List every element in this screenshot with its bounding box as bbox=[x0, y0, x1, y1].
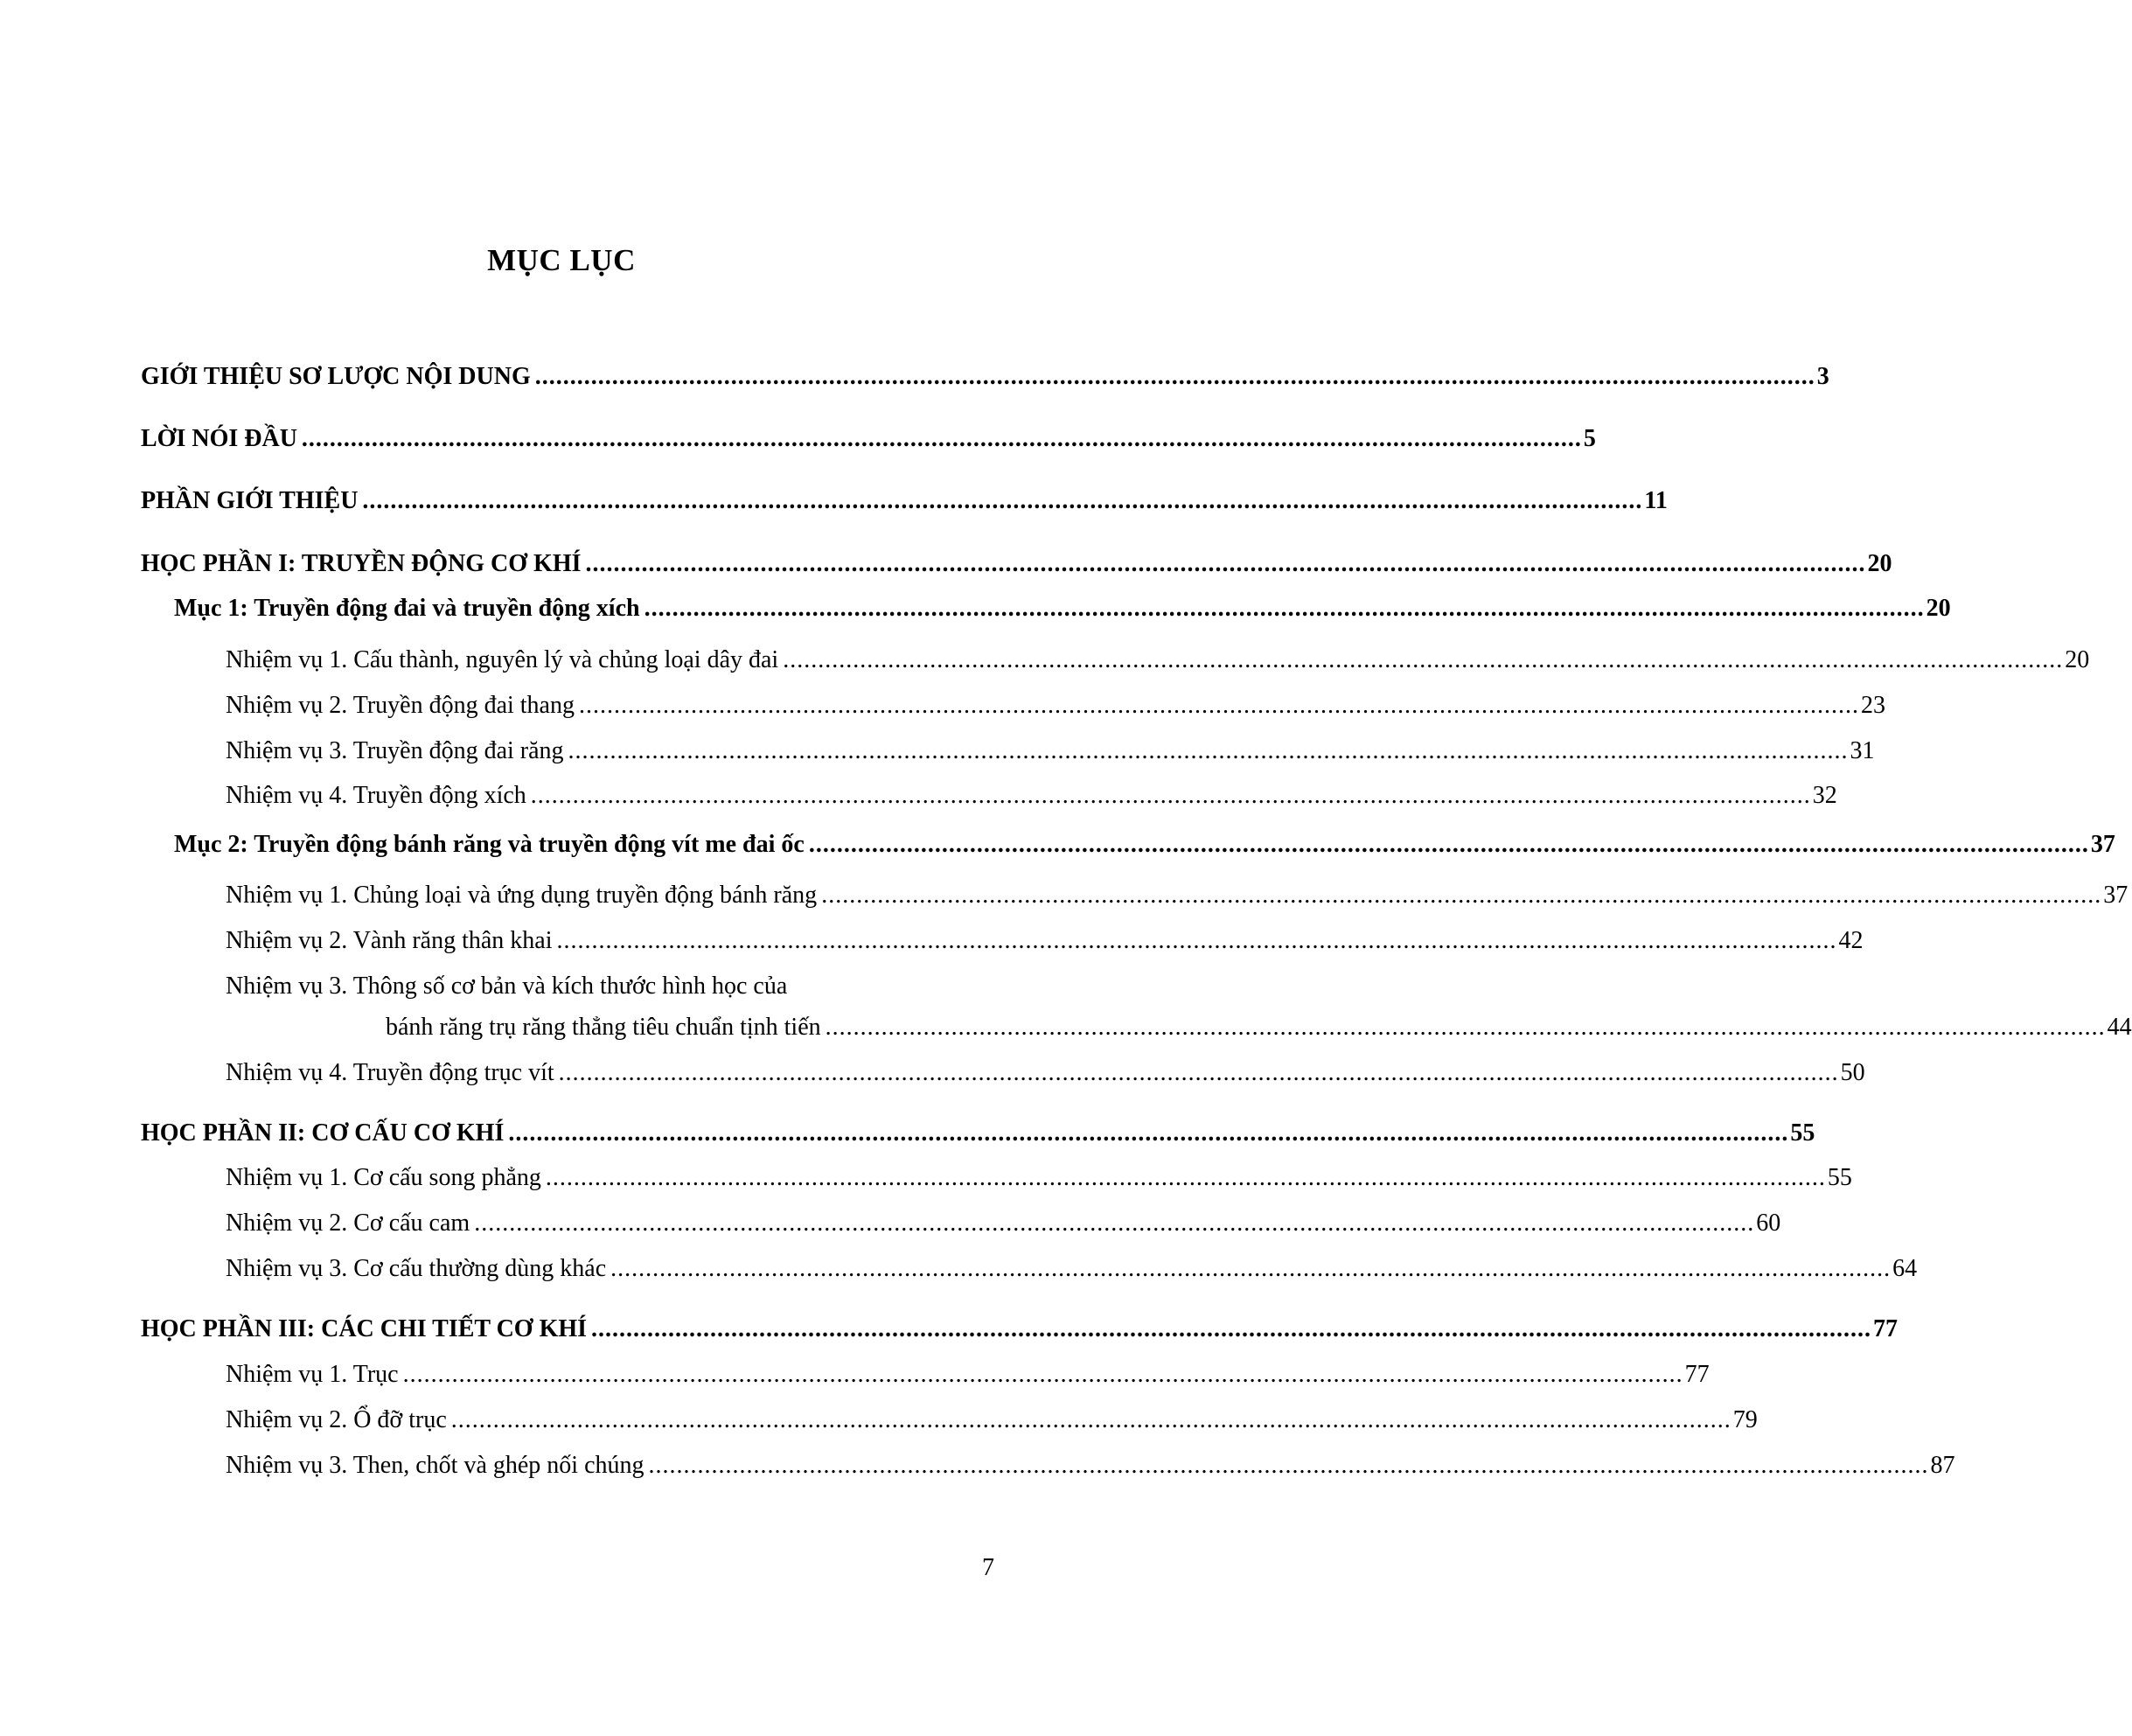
toc-entry-page: 20 bbox=[2065, 646, 2090, 673]
dot-leader: ....................................................................................................................................................................................... bbox=[591, 1315, 1872, 1342]
toc-entry-part-1[interactable] bbox=[141, 550, 1892, 578]
toc-entry-page: 44 bbox=[2107, 1014, 2132, 1041]
dot-leader: ....................................................................................................................................................................................... bbox=[556, 927, 1837, 954]
dot-leader: ....................................................................................................................................................................................... bbox=[402, 1361, 1683, 1388]
toc-entry-label: bánh răng trụ răng thẳng tiêu chuẩn tịnh tiến bbox=[386, 1014, 821, 1041]
toc-entry-page: 55 bbox=[1827, 1164, 1852, 1191]
toc-entry-page: 37 bbox=[2090, 831, 2115, 858]
toc-entry-part-2[interactable] bbox=[141, 1119, 1815, 1147]
toc-entry-page: 23 bbox=[1861, 692, 1885, 719]
toc-entry-section-2[interactable] bbox=[174, 831, 2115, 859]
dot-leader: ....................................................................................................................................................................................... bbox=[821, 882, 2102, 909]
toc-entry-label: Mục 2: Truyền động bánh răng và truyền động vít me đai ốc bbox=[174, 831, 805, 858]
toc-entry-page: 64 bbox=[1892, 1255, 1918, 1282]
toc-entry-page: 37 bbox=[2103, 882, 2129, 909]
toc-entry-label: LỜI NÓI ĐẦU bbox=[141, 425, 297, 452]
toc-entry-label: PHẦN GIỚI THIỆU bbox=[141, 487, 359, 514]
toc-entry-task[interactable] bbox=[226, 1164, 1852, 1192]
toc-entry-page: 87 bbox=[1930, 1452, 1955, 1479]
toc-entry-task[interactable] bbox=[226, 1406, 1758, 1434]
toc-entry-label: HỌC PHẦN II: CƠ CẤU CƠ KHÍ bbox=[141, 1119, 505, 1147]
toc-entry-page: 79 bbox=[1732, 1406, 1758, 1433]
dot-leader: ....................................................................................................................................................................................... bbox=[530, 782, 1811, 809]
toc-entry-task[interactable] bbox=[226, 782, 1837, 810]
dot-leader: ....................................................................................................................................................................................... bbox=[808, 831, 2089, 858]
page-title: MỤC LỤC bbox=[487, 243, 636, 277]
toc-entry-label: Nhiệm vụ 1. Trục bbox=[226, 1361, 399, 1388]
toc-entry-label: Nhiệm vụ 2. Cơ cấu cam bbox=[226, 1210, 470, 1237]
toc-entry-label: Nhiệm vụ 3. Cơ cấu thường dùng khác bbox=[226, 1255, 607, 1282]
toc-entry-preface[interactable] bbox=[141, 425, 1596, 453]
toc-entry-task[interactable] bbox=[226, 927, 1864, 955]
toc-entry-task[interactable] bbox=[226, 882, 2129, 910]
toc-entry-label: Nhiệm vụ 1. Cơ cấu song phẳng bbox=[226, 1164, 541, 1191]
toc-entry-label: Nhiệm vụ 2. Truyền động đai thang bbox=[226, 692, 575, 719]
toc-entry-task-first-line[interactable]: Nhiệm vụ 3. Thông số cơ bản và kích thước hình học của bbox=[226, 973, 788, 1000]
dot-leader: ....................................................................................................................................................................................... bbox=[783, 646, 2064, 673]
toc-entry-page: 77 bbox=[1684, 1361, 1710, 1388]
dot-leader: ....................................................................................................................................................................................... bbox=[585, 550, 1866, 577]
dot-leader: ....................................................................................................................................................................................... bbox=[474, 1210, 1755, 1237]
toc-entry-page: 50 bbox=[1840, 1059, 1865, 1086]
toc-entry-page: 60 bbox=[1756, 1210, 1781, 1237]
toc-entry-label: GIỚI THIỆU SƠ LƯỢC NỘI DUNG bbox=[141, 363, 531, 390]
toc-entry-task[interactable] bbox=[226, 1210, 1781, 1238]
toc-entry-intro-summary[interactable] bbox=[141, 363, 1829, 391]
toc-entry-label: Nhiệm vụ 4. Truyền động xích bbox=[226, 782, 526, 809]
toc-entry-label: Nhiệm vụ 3. Truyền động đai răng bbox=[226, 737, 564, 764]
toc-entry-task-continuation[interactable] bbox=[386, 1014, 2132, 1042]
toc-entry-label: Mục 1: Truyền động đai và truyền động xích bbox=[174, 595, 640, 622]
dot-leader: ....................................................................................................................................................................................... bbox=[568, 737, 1849, 764]
toc-entry-task[interactable] bbox=[226, 1255, 1918, 1283]
toc-entry-task[interactable] bbox=[226, 737, 1875, 765]
toc-entry-page: 3 bbox=[1816, 363, 1829, 390]
dot-leader: ....................................................................................................................................................................................... bbox=[508, 1119, 1789, 1147]
dot-leader: ....................................................................................................................................................................................... bbox=[534, 363, 1815, 390]
dot-leader: ....................................................................................................................................................................................... bbox=[825, 1014, 2106, 1041]
toc-entry-page: 32 bbox=[1812, 782, 1837, 809]
toc-entry-task[interactable] bbox=[226, 646, 2090, 674]
toc-entry-label: HỌC PHẦN III: CÁC CHI TIẾT CƠ KHÍ bbox=[141, 1315, 588, 1342]
toc-entry-page: 31 bbox=[1850, 737, 1875, 764]
dot-leader: ....................................................................................................................................................................................... bbox=[450, 1406, 1731, 1433]
toc-entry-task[interactable] bbox=[226, 692, 1885, 720]
toc-entry-page: 5 bbox=[1583, 425, 1596, 452]
toc-entry-label: Nhiệm vụ 3. Then, chốt và ghép nối chúng bbox=[226, 1452, 644, 1479]
toc-entry-label: Nhiệm vụ 2. Vành răng thân khai bbox=[226, 927, 553, 954]
toc-entry-label: Nhiệm vụ 1. Chủng loại và ứng dụng truyền động bánh răng bbox=[226, 882, 818, 909]
dot-leader: ....................................................................................................................................................................................... bbox=[301, 425, 1582, 452]
dot-leader: ....................................................................................................................................................................................... bbox=[545, 1164, 1826, 1191]
toc-entry-page: 20 bbox=[1926, 595, 1951, 622]
toc-entry-page: 20 bbox=[1867, 550, 1892, 577]
page-number: 7 bbox=[982, 1554, 994, 1581]
dot-leader: ....................................................................................................................................................................................... bbox=[610, 1255, 1892, 1282]
toc-entry-task[interactable] bbox=[226, 1452, 1955, 1480]
dot-leader: ....................................................................................................................................................................................... bbox=[579, 692, 1859, 719]
toc-entry-introduction[interactable] bbox=[141, 487, 1668, 515]
toc-entry-task[interactable] bbox=[226, 1361, 1710, 1389]
toc-entry-label: Nhiệm vụ 1. Cấu thành, nguyên lý và chủng loại dây đai bbox=[226, 646, 779, 673]
dot-leader: ....................................................................................................................................................................................... bbox=[558, 1059, 1839, 1086]
dot-leader: ....................................................................................................................................................................................... bbox=[362, 487, 1643, 514]
toc-entry-page: 11 bbox=[1644, 487, 1668, 514]
toc-entry-label: HỌC PHẦN I: TRUYỀN ĐỘNG CƠ KHÍ bbox=[141, 550, 582, 577]
toc-entry-label: Nhiệm vụ 4. Truyền động trục vít bbox=[226, 1059, 554, 1086]
toc-entry-label: Nhiệm vụ 2. Ổ đỡ trục bbox=[226, 1406, 447, 1433]
toc-entry-page: 55 bbox=[1790, 1119, 1815, 1147]
toc-entry-task[interactable] bbox=[226, 1059, 1865, 1087]
toc-entry-page: 42 bbox=[1838, 927, 1864, 954]
toc-entry-section-1[interactable] bbox=[174, 595, 1951, 623]
toc-entry-page: 77 bbox=[1873, 1315, 1899, 1342]
dot-leader: ....................................................................................................................................................................................... bbox=[648, 1452, 1929, 1479]
toc-entry-part-3[interactable] bbox=[141, 1315, 1899, 1343]
dot-leader: ....................................................................................................................................................................................... bbox=[644, 595, 1925, 622]
